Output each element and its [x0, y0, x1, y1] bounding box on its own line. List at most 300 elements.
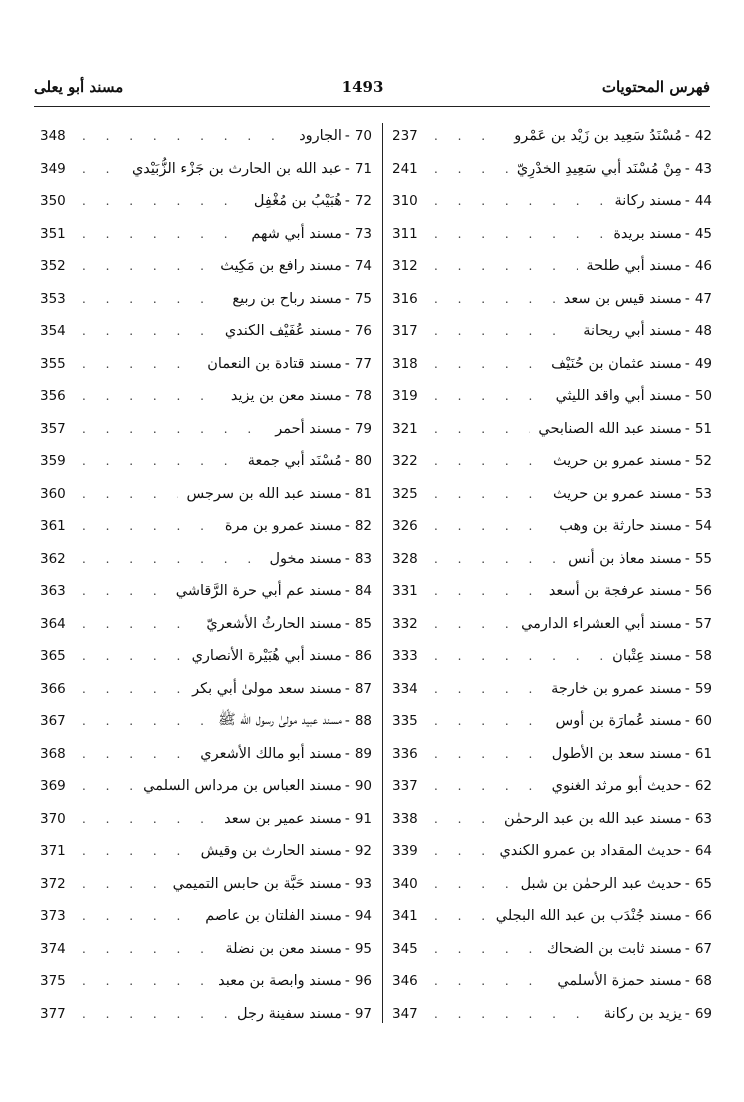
entry-number: 83: [354, 550, 372, 567]
entry-separator: -: [344, 550, 350, 567]
entry-title: حديث المقداد بن عمرو الكندي: [499, 843, 682, 860]
entry-separator: -: [344, 160, 350, 177]
entry-separator: -: [684, 908, 690, 925]
entry-title: مسند رافع بن مَكِيث: [220, 258, 342, 275]
entry-title: مسند بريدة: [613, 225, 682, 242]
dot-leader: [82, 812, 216, 826]
dot-leader: [434, 162, 509, 176]
entry-page-number: 372: [40, 875, 66, 892]
entry-page-number: 334: [392, 680, 418, 697]
dot-leader: [434, 617, 513, 631]
entry-title: مسند معن بن يزيد: [230, 388, 342, 405]
entry-page-number: 361: [40, 518, 66, 535]
entry-page-number: 337: [392, 778, 418, 795]
entry-number: 89: [354, 745, 372, 762]
entry-page-number: 350: [40, 193, 66, 210]
entry-page-number: 241: [392, 160, 418, 177]
entry-title: مسند قتادة بن النعمان: [207, 355, 342, 372]
entry-number: 63: [694, 810, 712, 827]
dot-leader: [82, 357, 199, 371]
entry-separator: -: [344, 843, 350, 860]
toc-entry: [40, 738, 372, 771]
entry-number: 97: [354, 1005, 372, 1022]
dot-leader: [82, 259, 212, 273]
dot-leader: [82, 942, 217, 956]
dot-leader: [82, 617, 198, 631]
dot-leader: [82, 779, 135, 793]
toc-entry: [392, 445, 712, 478]
toc-left-column: [40, 120, 372, 1030]
entry-page-number: 369: [40, 778, 66, 795]
entry-number: 52: [694, 453, 712, 470]
entry-page-number: 326: [392, 518, 418, 535]
entry-separator: -: [684, 680, 690, 697]
toc-entry: [40, 185, 372, 218]
entry-title: مسند ركانة: [614, 193, 682, 210]
entry-page-number: 340: [392, 875, 418, 892]
toc-entry: [392, 965, 712, 998]
entry-title: مسند سعد بن الأطول: [551, 745, 682, 762]
entry-number: 96: [354, 973, 372, 990]
toc-entry: [392, 380, 712, 413]
dot-leader: [82, 747, 192, 761]
toc-entry: [392, 348, 712, 381]
toc-entry: [40, 575, 372, 608]
entry-number: 42: [694, 128, 712, 145]
toc-entry: [392, 998, 712, 1031]
entry-page-number: 351: [40, 225, 66, 242]
toc-entry: [392, 543, 712, 576]
toc-entry: [392, 900, 712, 933]
entry-page-number: 368: [40, 745, 66, 762]
toc-entry: [40, 965, 372, 998]
entry-number: 43: [694, 160, 712, 177]
toc-entry: [40, 445, 372, 478]
entry-title: مسند قيس بن سعد: [563, 290, 682, 307]
entry-number: 54: [694, 518, 712, 535]
entry-number: 69: [694, 1005, 712, 1022]
entry-number: 57: [694, 615, 712, 632]
toc-entry: [392, 608, 712, 641]
entry-title: مسند عُفَيْف الكندي: [224, 323, 342, 340]
entry-title: مسند عِتْبان: [612, 648, 682, 665]
dot-leader: [82, 422, 267, 436]
dot-leader: [434, 714, 548, 728]
toc-entry: [40, 803, 372, 836]
toc-entry: [40, 348, 372, 381]
entry-page-number: 356: [40, 388, 66, 405]
toc-entry: [40, 543, 372, 576]
toc-entry: [392, 705, 712, 738]
entry-title: مسند سفينة رجل: [237, 1005, 342, 1022]
entry-number: 47: [694, 290, 712, 307]
entry-number: 72: [354, 193, 372, 210]
dot-leader: [434, 389, 548, 403]
entry-number: 49: [694, 355, 712, 372]
entry-page-number: 317: [392, 323, 418, 340]
toc-entry: [392, 868, 712, 901]
entry-page-number: 366: [40, 680, 66, 697]
entry-number: 66: [694, 908, 712, 925]
entry-title: مسند مخول: [269, 550, 342, 567]
entry-number: 92: [354, 843, 372, 860]
entry-number: 51: [694, 420, 712, 437]
dot-leader: [82, 324, 217, 338]
toc-entry: [392, 218, 712, 251]
entry-page-number: 348: [40, 128, 66, 145]
dot-leader: [434, 812, 496, 826]
entry-title: مسند عمرو بن مرة: [224, 518, 342, 535]
dot-leader: [82, 162, 124, 176]
entry-separator: -: [684, 1005, 690, 1022]
entry-title: مِنْ مُسْنَد أبي سَعِيدِ الخدْرِيّ: [516, 160, 682, 177]
entry-title: مسند عبد الله بن عبد الرحمٰن: [503, 810, 682, 827]
toc-entry: [392, 413, 712, 446]
entry-separator: -: [344, 485, 350, 502]
entry-separator: -: [344, 680, 350, 697]
entry-page-number: 375: [40, 973, 66, 990]
dot-leader: [434, 324, 575, 338]
entry-number: 76: [354, 323, 372, 340]
entry-number: 90: [354, 778, 372, 795]
entry-page-number: 371: [40, 843, 66, 860]
dot-leader: [82, 227, 243, 241]
entry-page-number: 347: [392, 1005, 418, 1022]
entry-number: 78: [354, 388, 372, 405]
dot-leader: [82, 389, 223, 403]
entry-page-number: 312: [392, 258, 418, 275]
entry-number: 61: [694, 745, 712, 762]
entry-number: 93: [354, 875, 372, 892]
entry-title: عبد الله بن الحارث بن جَزْء الزُّبَيْدي: [131, 160, 342, 177]
dot-leader: [434, 682, 543, 696]
entry-page-number: 359: [40, 453, 66, 470]
entry-number: 77: [354, 355, 372, 372]
entry-page-number: 325: [392, 485, 418, 502]
entry-separator: -: [344, 453, 350, 470]
entry-number: 95: [354, 940, 372, 957]
entry-page-number: 374: [40, 940, 66, 957]
entry-title: مسند أبي العشراء الدارمي: [521, 615, 682, 632]
entry-title: مسند عبد الله الصنابحي: [538, 420, 682, 437]
entry-title: مسند عم أبي حرة الرَّقاشي: [175, 583, 342, 600]
entry-separator: -: [684, 160, 690, 177]
toc-entry: [40, 673, 372, 706]
entry-page-number: 333: [392, 648, 418, 665]
entry-page-number: 362: [40, 550, 66, 567]
entry-page-number: 321: [392, 420, 418, 437]
entry-page-number: 322: [392, 453, 418, 470]
dot-leader: [82, 487, 178, 501]
entry-number: 56: [694, 583, 712, 600]
entry-number: 67: [694, 940, 712, 957]
dot-leader: [82, 519, 217, 533]
entry-separator: -: [344, 745, 350, 762]
entry-title: مسند عرفجة بن أسعد: [548, 583, 682, 600]
dot-leader: [82, 292, 224, 306]
entry-separator: -: [684, 128, 690, 145]
entry-separator: -: [684, 778, 690, 795]
toc-entry: [392, 283, 712, 316]
entry-page-number: 336: [392, 745, 418, 762]
entry-title: مسند سعد مولىٰ أبي بكر: [192, 680, 342, 697]
dot-leader: [434, 129, 506, 143]
entry-separator: -: [684, 290, 690, 307]
entry-page-number: 373: [40, 908, 66, 925]
entry-separator: -: [684, 453, 690, 470]
entry-separator: -: [684, 648, 690, 665]
entry-title: مُسْنَدُ سَعِيد بن زَيْد بن عَمْرو: [514, 128, 682, 145]
entry-separator: -: [344, 193, 350, 210]
toc-entry: [40, 153, 372, 186]
entry-page-number: 377: [40, 1005, 66, 1022]
toc-entry: [40, 380, 372, 413]
toc-entry: [40, 510, 372, 543]
dot-leader: [434, 877, 513, 891]
entry-number: 91: [354, 810, 372, 827]
entry-page-number: 335: [392, 713, 418, 730]
entry-title: مسند عُمارَة بن أوس: [555, 713, 682, 730]
dot-leader: [82, 909, 197, 923]
entry-separator: -: [684, 355, 690, 372]
toc-entry: [40, 933, 372, 966]
entry-separator: -: [684, 518, 690, 535]
dot-leader: [434, 519, 551, 533]
entry-title: مسند أبي ريحانة: [583, 323, 682, 340]
entry-title: مسند حَبَّة بن حابس التميمي: [172, 875, 342, 892]
toc-entry: [40, 998, 372, 1031]
dot-leader: [82, 552, 261, 566]
entry-number: 79: [354, 420, 372, 437]
dot-leader: [434, 227, 605, 241]
entry-separator: -: [344, 355, 350, 372]
dot-leader: [434, 779, 544, 793]
entry-title: مسند الحارث بن وقيش: [200, 843, 342, 860]
entry-number: 65: [694, 875, 712, 892]
entry-separator: -: [684, 615, 690, 632]
dot-leader: [82, 714, 210, 728]
toc-right-column: [392, 120, 712, 1030]
toc-entry: [40, 315, 372, 348]
entry-number: 53: [694, 485, 712, 502]
entry-title: مسند أحمر: [275, 420, 342, 437]
entry-separator: -: [344, 940, 350, 957]
entry-number: 87: [354, 680, 372, 697]
entry-title: الجارود: [299, 128, 342, 145]
entry-page-number: 332: [392, 615, 418, 632]
entry-title: مسند أبي شهم: [251, 225, 342, 242]
entry-title: حديث عبد الرحمٰن بن شبل: [520, 875, 682, 892]
dot-leader: [82, 584, 168, 598]
entry-separator: -: [684, 843, 690, 860]
entry-title: مسند وابصة بن معبد: [218, 973, 342, 990]
entry-separator: -: [344, 420, 350, 437]
entry-page-number: 316: [392, 290, 418, 307]
header-book-title: مسند أبو يعلى: [34, 78, 124, 96]
entry-number: 74: [354, 258, 372, 275]
entry-title: مسند عثمان بن حُنَيْف: [551, 355, 682, 372]
dot-leader: [82, 682, 184, 696]
entry-title: مسند أبي هُبَيْرة الأنصاري: [191, 648, 342, 665]
column-divider: [382, 123, 383, 1023]
entry-title: مسند أبي طلحة: [586, 258, 682, 275]
dot-leader: [434, 747, 544, 761]
entry-number: 85: [354, 615, 372, 632]
dot-leader: [434, 909, 488, 923]
entry-separator: -: [684, 550, 690, 567]
entry-separator: -: [684, 258, 690, 275]
entry-separator: -: [684, 973, 690, 990]
toc-entry: [392, 510, 712, 543]
entry-number: 81: [354, 485, 372, 502]
entry-number: 46: [694, 258, 712, 275]
entry-number: 75: [354, 290, 372, 307]
toc-entry: [40, 868, 372, 901]
entry-page-number: 341: [392, 908, 418, 925]
header-rule: [34, 106, 710, 107]
entry-title: مسند عمرو بن حريث: [553, 485, 682, 502]
entry-separator: -: [684, 485, 690, 502]
entry-page-number: 310: [392, 193, 418, 210]
dot-leader: [82, 877, 165, 891]
entry-number: 70: [354, 128, 372, 145]
entry-page-number: 346: [392, 973, 418, 990]
entry-separator: -: [684, 388, 690, 405]
entry-page-number: 328: [392, 550, 418, 567]
entry-title: مسند عمرو بن حريث: [553, 453, 682, 470]
entry-separator: -: [344, 1005, 350, 1022]
toc-entry: [40, 218, 372, 251]
entry-number: 84: [354, 583, 372, 600]
entry-page-number: 237: [392, 128, 418, 145]
entry-number: 60: [694, 713, 712, 730]
entry-page-number: 370: [40, 810, 66, 827]
entry-number: 59: [694, 680, 712, 697]
entry-page-number: 352: [40, 258, 66, 275]
entry-separator: -: [344, 128, 350, 145]
entry-separator: -: [344, 778, 350, 795]
entry-separator: -: [684, 713, 690, 730]
toc-entry: [40, 835, 372, 868]
dot-leader: [434, 454, 545, 468]
entry-separator: -: [344, 908, 350, 925]
entry-separator: -: [344, 615, 350, 632]
dot-leader: [434, 552, 560, 566]
dot-leader: [82, 454, 240, 468]
dot-leader: [82, 129, 291, 143]
toc-entry: [40, 283, 372, 316]
entry-number: 50: [694, 388, 712, 405]
entry-page-number: 364: [40, 615, 66, 632]
entry-separator: -: [684, 193, 690, 210]
entry-page-number: 311: [392, 225, 418, 242]
entry-number: 71: [354, 160, 372, 177]
entry-title: مسند عبد الله بن سرجس: [186, 485, 342, 502]
entry-number: 82: [354, 518, 372, 535]
entry-separator: -: [344, 258, 350, 275]
dot-leader: [82, 194, 246, 208]
entry-page-number: 349: [40, 160, 66, 177]
dot-leader: [82, 974, 210, 988]
entry-title: مسند عمير بن سعد: [224, 810, 342, 827]
entry-page-number: 338: [392, 810, 418, 827]
entry-title: مسند أبو مالك الأشعري: [200, 745, 342, 762]
entry-separator: -: [344, 290, 350, 307]
entry-title: مسند ثابت بن الضحاك: [546, 940, 682, 957]
entry-separator: -: [344, 713, 350, 730]
entry-number: 45: [694, 225, 712, 242]
entry-title: مسند عمرو بن خارجة: [551, 680, 682, 697]
toc-entry: [40, 640, 372, 673]
dot-leader: [434, 487, 545, 501]
dot-leader: [82, 1007, 229, 1021]
dot-leader: [434, 292, 556, 306]
entry-page-number: 319: [392, 388, 418, 405]
dot-leader: [434, 1007, 596, 1021]
entry-page-number: 345: [392, 940, 418, 957]
dot-leader: [434, 357, 543, 371]
entry-page-number: 339: [392, 843, 418, 860]
toc-entry: [392, 315, 712, 348]
entry-separator: -: [344, 323, 350, 340]
entry-page-number: 318: [392, 355, 418, 372]
toc-entry: [392, 738, 712, 771]
entry-page-number: 367: [40, 713, 66, 730]
entry-title: مسند حمزة الأسلمي: [557, 973, 682, 990]
entry-page-number: 363: [40, 583, 66, 600]
entry-number: 73: [354, 225, 372, 242]
entry-number: 55: [694, 550, 712, 567]
entry-separator: -: [684, 940, 690, 957]
toc-entry: [40, 705, 372, 738]
entry-title: مسند معن بن نضلة: [225, 940, 342, 957]
dot-leader: [434, 584, 541, 598]
toc-entry: [392, 770, 712, 803]
entry-number: 64: [694, 843, 712, 860]
toc-entry: [392, 120, 712, 153]
toc-entry: [392, 575, 712, 608]
entry-separator: -: [684, 583, 690, 600]
entry-page-number: 355: [40, 355, 66, 372]
toc-entry: [392, 185, 712, 218]
entry-separator: -: [344, 583, 350, 600]
toc-entry: [392, 153, 712, 186]
dot-leader: [434, 194, 606, 208]
entry-page-number: 354: [40, 323, 66, 340]
entry-separator: -: [344, 518, 350, 535]
dot-leader: [434, 974, 549, 988]
toc-entry: [40, 250, 372, 283]
header-section-title: فهرس المحتويات: [601, 78, 710, 96]
dot-leader: [434, 942, 539, 956]
entry-title: يزيد بن ركانة: [603, 1005, 682, 1022]
entry-number: 94: [354, 908, 372, 925]
entry-separator: -: [684, 745, 690, 762]
entry-page-number: 353: [40, 290, 66, 307]
entry-separator: -: [684, 810, 690, 827]
entry-title: حديث أبو مرثد الغنوي: [551, 778, 682, 795]
page-header: [34, 74, 710, 100]
entry-separator: -: [684, 225, 690, 242]
entry-separator: -: [684, 420, 690, 437]
entry-title: هُبَيْبُ بن مُغْفِل: [253, 193, 342, 210]
dot-leader: [434, 649, 604, 663]
toc-entry: [392, 835, 712, 868]
toc-entry: [40, 478, 372, 511]
dot-leader: [82, 649, 184, 663]
toc-entry: [392, 803, 712, 836]
entry-title: مسند الفلتان بن عاصم: [205, 908, 342, 925]
